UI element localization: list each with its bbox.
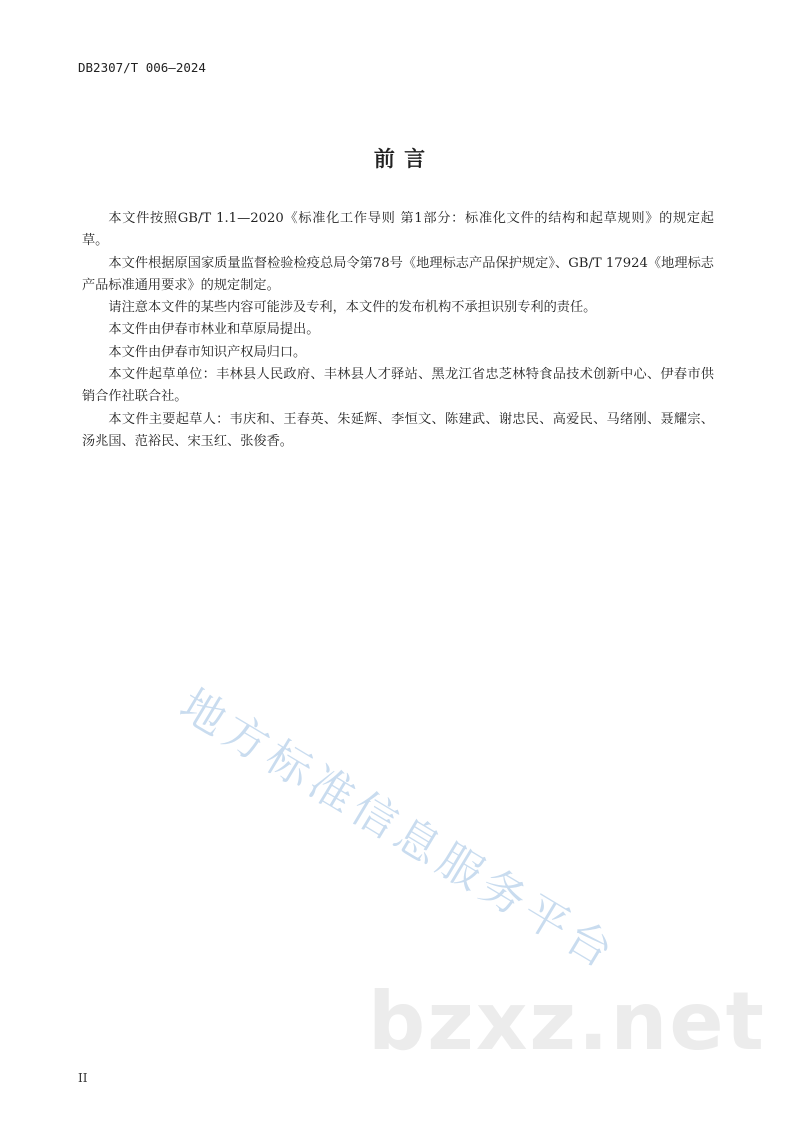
paragraph: 本文件主要起草人：韦庆和、王春英、朱延辉、李恒文、陈建武、谢忠民、高爱民、马绪刚、聂耀宗、汤兆国、范裕民、宋玉红、张俊香。 xyxy=(82,411,714,449)
paragraph: 本文件根据原国家质量监督检验检疫总局令第78号《地理标志产品保护规定》、GB/T 17924《地理标志产品标准通用要求》的规定制定。 xyxy=(82,255,714,293)
paragraph: 本文件按照GB/T 1.1—2020《标准化工作导则 第1部分：标准化文件的结构和起草规则》的规定起草。 xyxy=(82,211,714,249)
foreword-body xyxy=(82,208,714,453)
page-number: II xyxy=(78,1071,88,1085)
watermark-site: bzxz.net xyxy=(368,975,766,1068)
paragraph: 本文件起草单位：丰林县人民政府、丰林县人才驿站、黑龙江省忠芝林特食品技术创新中心、伊春市供销合作社联合社。 xyxy=(82,367,714,405)
paragraph: 请注意本文件的某些内容可能涉及专利，本文件的发布机构不承担识别专利的责任。 xyxy=(108,300,597,316)
paragraph: 本文件由伊春市林业和草原局提出。 xyxy=(108,322,320,338)
paragraph: 本文件由伊春市知识产权局归口。 xyxy=(108,344,307,360)
page-title: 前 言 xyxy=(373,147,427,171)
watermark-chinese: 地方标准信息服务平台 xyxy=(171,679,626,981)
document-code: DB2307/T 006—2024 xyxy=(78,60,206,75)
